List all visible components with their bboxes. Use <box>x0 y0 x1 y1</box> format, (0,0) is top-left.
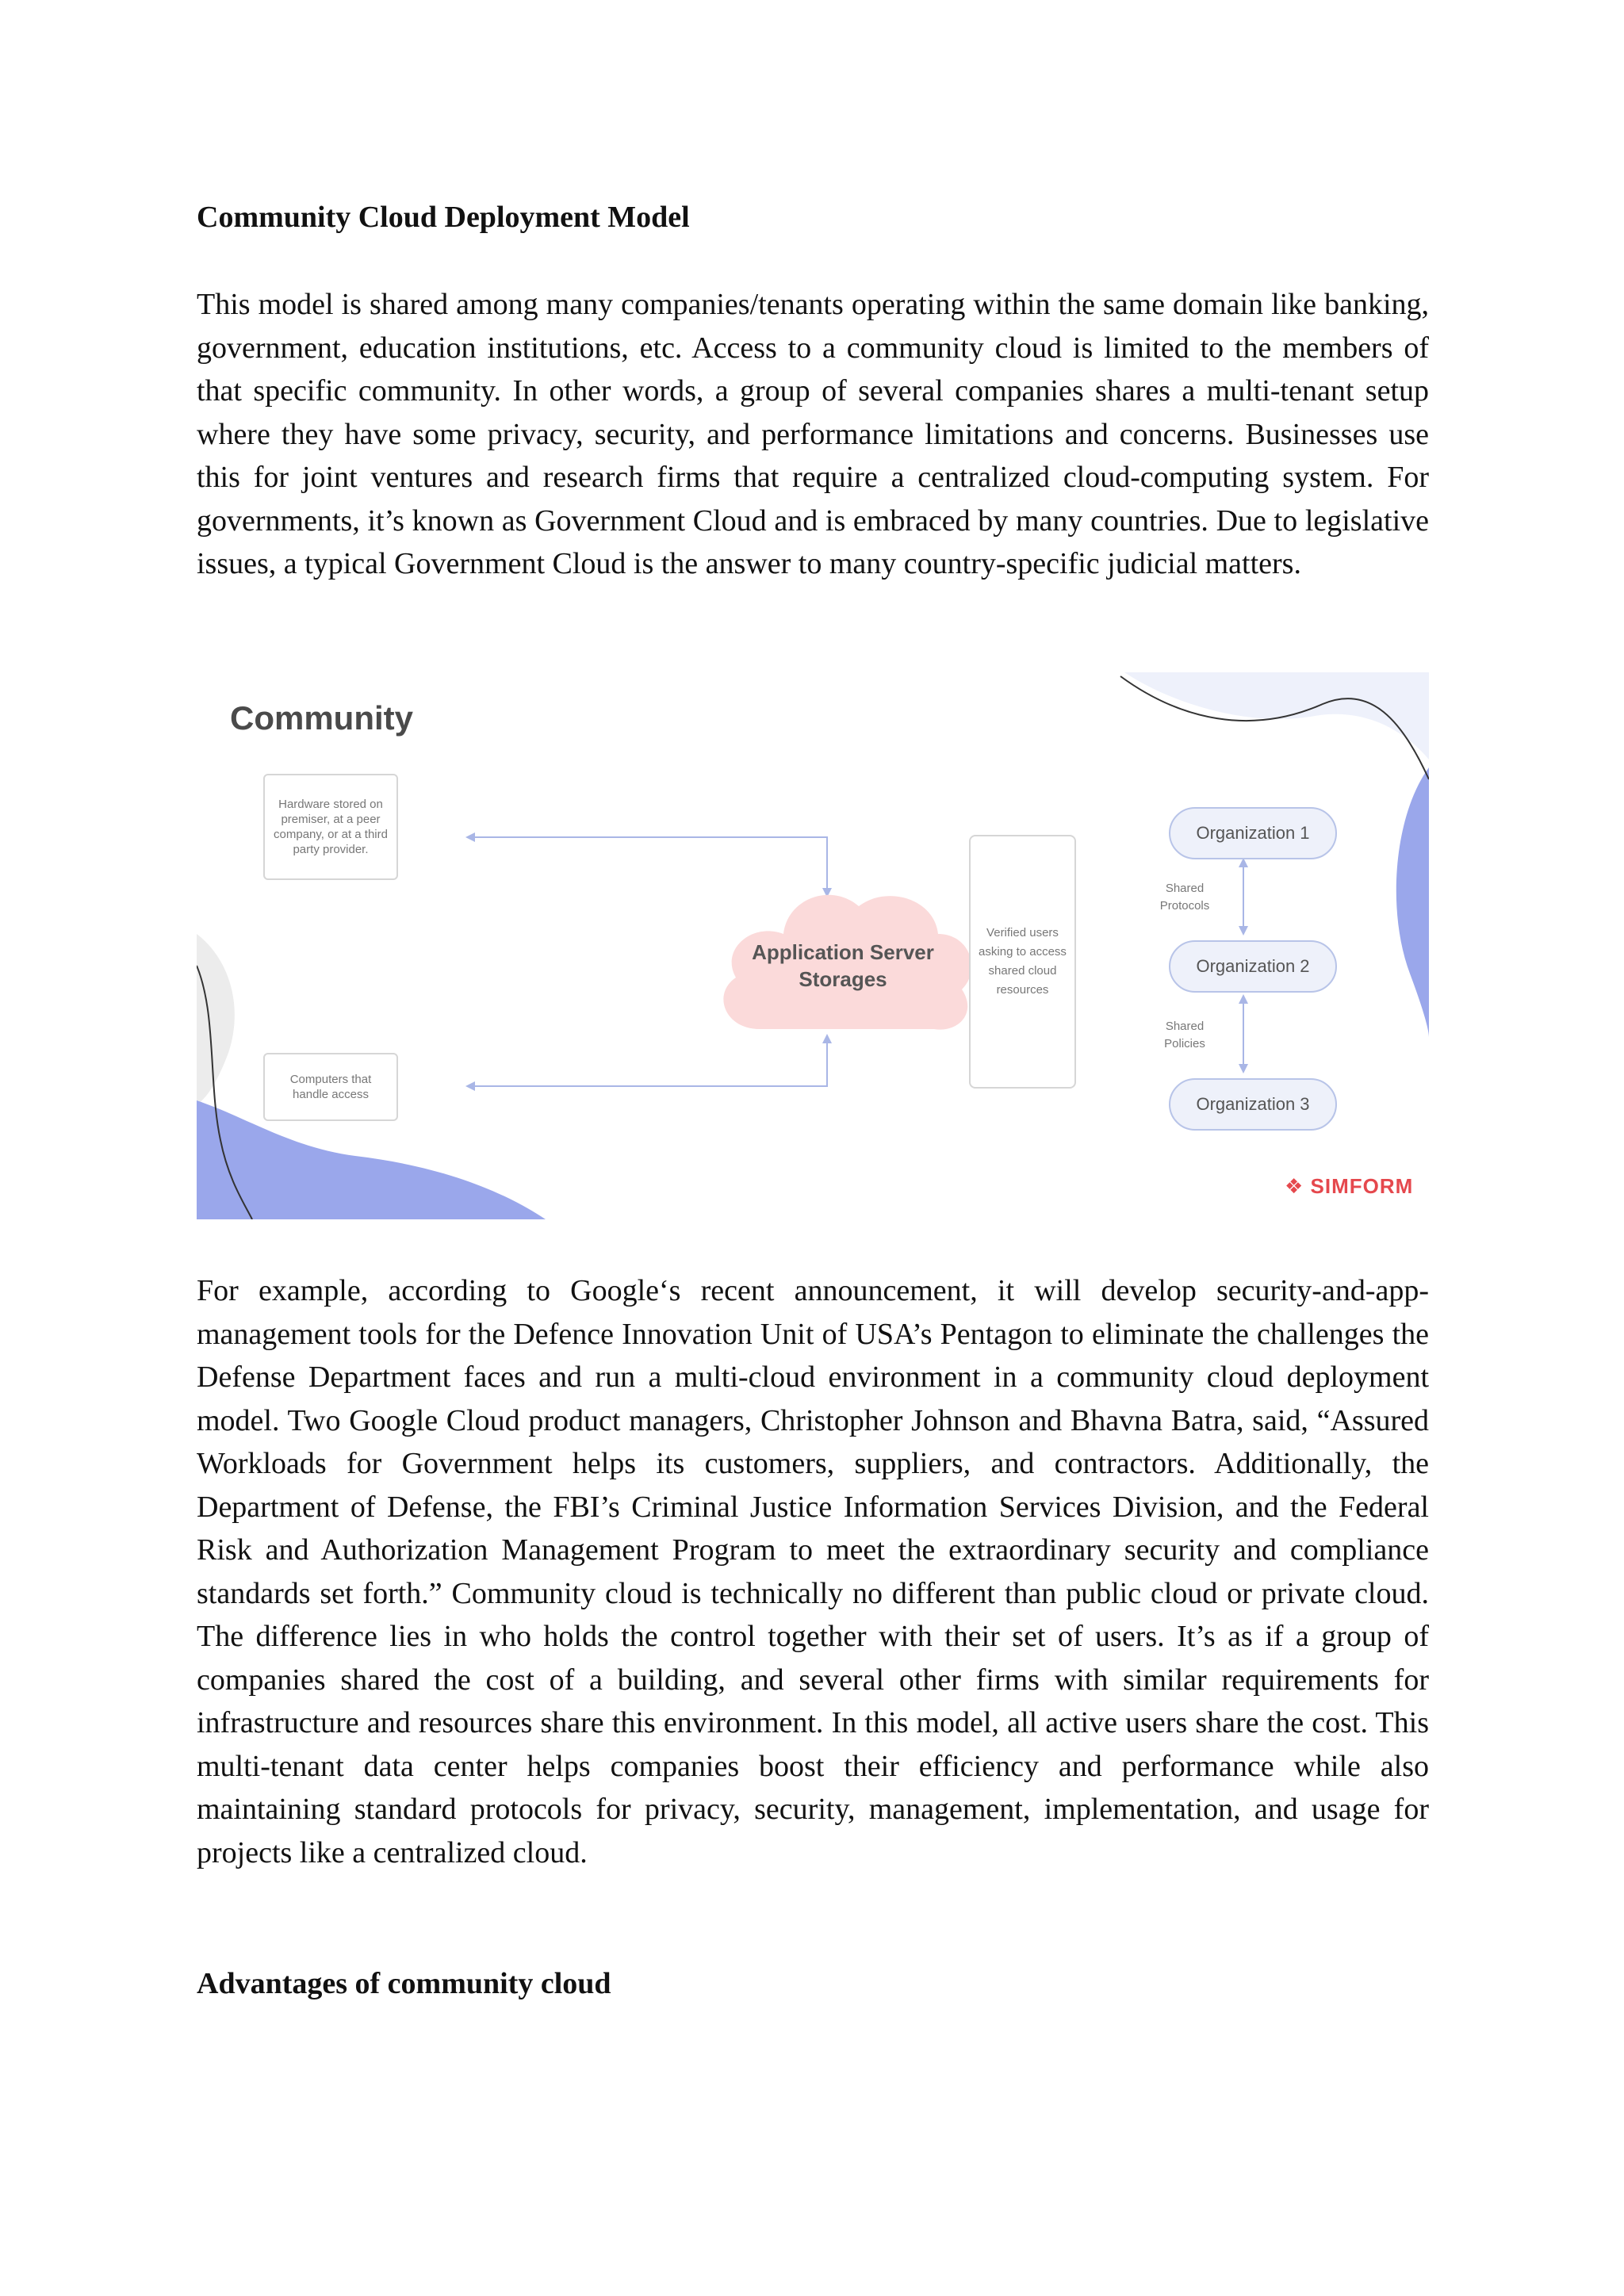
computers-note-box: Computers that handle access <box>263 1053 398 1121</box>
verified-users-box: Verified users asking to access shared cloud resources <box>969 835 1076 1089</box>
intro-paragraph: This model is shared among many companies/tenants operating within the same domain like banking, government, education institutions, etc. Access to a community cloud is limited to the members of that specific community. In other words, a group of several companies shares a multi-tenant setup where they have some privacy, security, and performance limitations and concerns. Businesses use this for joint ventures and research firms that require a centralized cloud-computing system. For governments, it’s known as Government Cloud and is embraced by many countries. Due to legislative issues, a typical Government Cloud is the answer to many country-specific judicial matters. <box>197 288 1429 580</box>
organization-1: Organization 1 <box>1169 807 1337 859</box>
shared-protocols-label: Shared Protocols <box>1159 882 1210 913</box>
hardware-note-box: Hardware stored on premiser, at a peer company, or at a third party provider. <box>263 774 398 880</box>
organization-3: Organization 3 <box>1169 1078 1337 1131</box>
simform-logo-icon: ❖ <box>1285 1174 1304 1198</box>
decor-blob-right <box>1396 767 1429 1037</box>
arrow-hardware-link <box>470 837 827 893</box>
simform-logo-text: SIMFORM <box>1310 1174 1414 1198</box>
simform-logo <box>1285 1174 1413 1199</box>
section-heading-advantages: Advantages of community cloud <box>197 1967 611 2000</box>
diagram-title: Community <box>230 699 413 737</box>
decor-blob-top-right <box>1124 672 1429 760</box>
arrow-computers-link <box>470 1039 827 1086</box>
community-cloud-diagram <box>197 672 1429 1219</box>
shared-policies-label: Shared Policies <box>1164 1020 1205 1050</box>
organization-2: Organization 2 <box>1169 940 1337 993</box>
example-paragraph: For example, according to Google‘s recent announcement, it will develop security-and-app-management tools for the Defence Innovation Unit of USA’s Pentagon to eliminate the challenges the Defense Department faces and run a multi-cloud environment in a community cloud deployment model. Two Google Cloud product managers, Christopher Johnson and Bhavna Batra, said, “Assured Workloads for Government helps its customers, suppliers, and contractors. Additionally, the Department of Defense, the FBI’s Criminal Justice Information Services Division, and the Federal Risk and Authorization Management Program to meet the extraordinary security and compliance standards set forth.” Community cloud is technically no different than public cloud or private cloud. The difference lies in who holds the control together with their set of users. It’s as if a group of companies shared the cost of a building, and several other firms with similar requirements for infrastructure and resources share this environment. In this model, all active users share the cost. This multi-tenant data center helps companies boost their efficiency and performance while also maintaining standard protocols for privacy, security, management, implementation, and usage for projects like a centralized cloud. <box>197 1274 1429 1869</box>
cloud-label: Application Server Storages <box>752 940 934 991</box>
section-heading-community-cloud: Community Cloud Deployment Model <box>197 201 690 234</box>
decor-blob-left-gray <box>197 934 235 1104</box>
